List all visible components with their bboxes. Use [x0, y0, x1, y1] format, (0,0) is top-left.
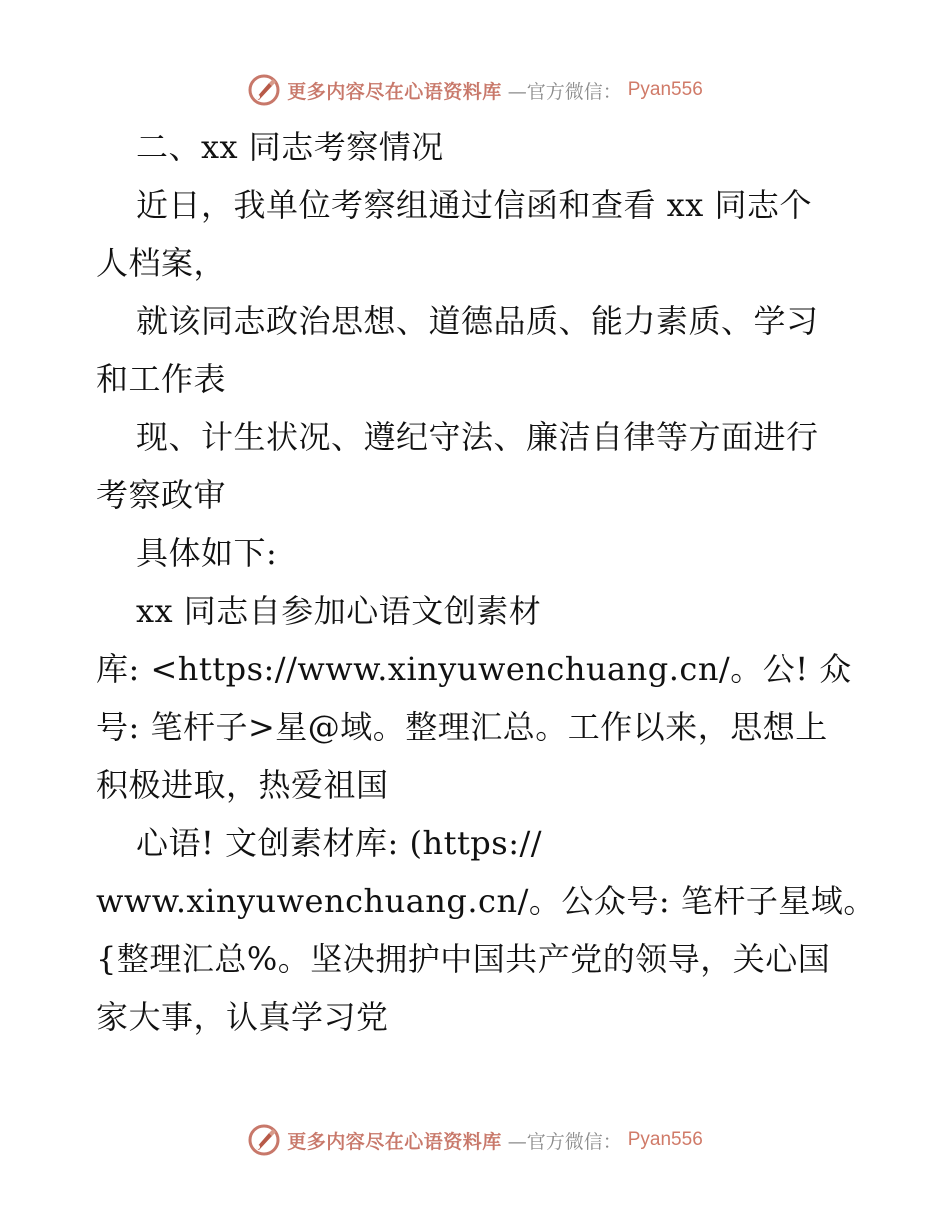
footer-banner — [0, 1120, 950, 1160]
paragraph-line: 家大事，认真学习党 — [96, 998, 389, 1036]
paragraph-line: 人档案， — [96, 244, 227, 282]
banner-wechat-id: Pyan556 — [627, 79, 703, 100]
banner-title: 更多内容尽在心语资料库 — [287, 80, 502, 103]
pen-logo-icon — [247, 1123, 281, 1157]
paragraph-line: 号: 笔杆子>星@域。整理汇总。工作以来，思想上 — [96, 708, 828, 746]
paragraph-line: 考察政审 — [96, 476, 227, 514]
header-banner — [0, 70, 950, 110]
document-body — [96, 118, 876, 1046]
paragraph-line: 具体如下: — [136, 534, 278, 572]
banner-wechat-id: Pyan556 — [627, 1129, 703, 1150]
paragraph-line: www.xinyuwenchuang.cn/。公众号: 笔杆子星域。 — [96, 882, 876, 920]
paragraph-line: 积极进取，热爱祖国 — [96, 766, 389, 804]
banner-wechat-label: —官方微信： — [507, 80, 622, 103]
banner-title: 更多内容尽在心语资料库 — [287, 1130, 502, 1153]
paragraph-line: {整理汇总%。坚决拥护中国共产党的领导，关心国 — [96, 940, 831, 978]
paragraph-line: 和工作表 — [96, 360, 227, 398]
paragraph-line: 库: <https://www.xinyuwenchuang.cn/。公! 众 — [96, 650, 852, 688]
pen-logo-icon — [247, 73, 281, 107]
paragraph-line: 现、计生状况、遵纪守法、廉洁自律等方面进行 — [136, 418, 819, 456]
paragraph-line: 近日，我单位考察组通过信函和查看 xx 同志个 — [136, 186, 812, 224]
paragraph-line: 心语! 文创素材库: (https:// — [136, 824, 543, 862]
section-heading: 二、xx 同志考察情况 — [136, 128, 444, 166]
paragraph-line: 就该同志政治思想、道德品质、能力素质、学习 — [136, 302, 819, 340]
paragraph-line: xx 同志自参加心语文创素材 — [136, 592, 542, 630]
banner-wechat-label: —官方微信： — [507, 1130, 622, 1153]
